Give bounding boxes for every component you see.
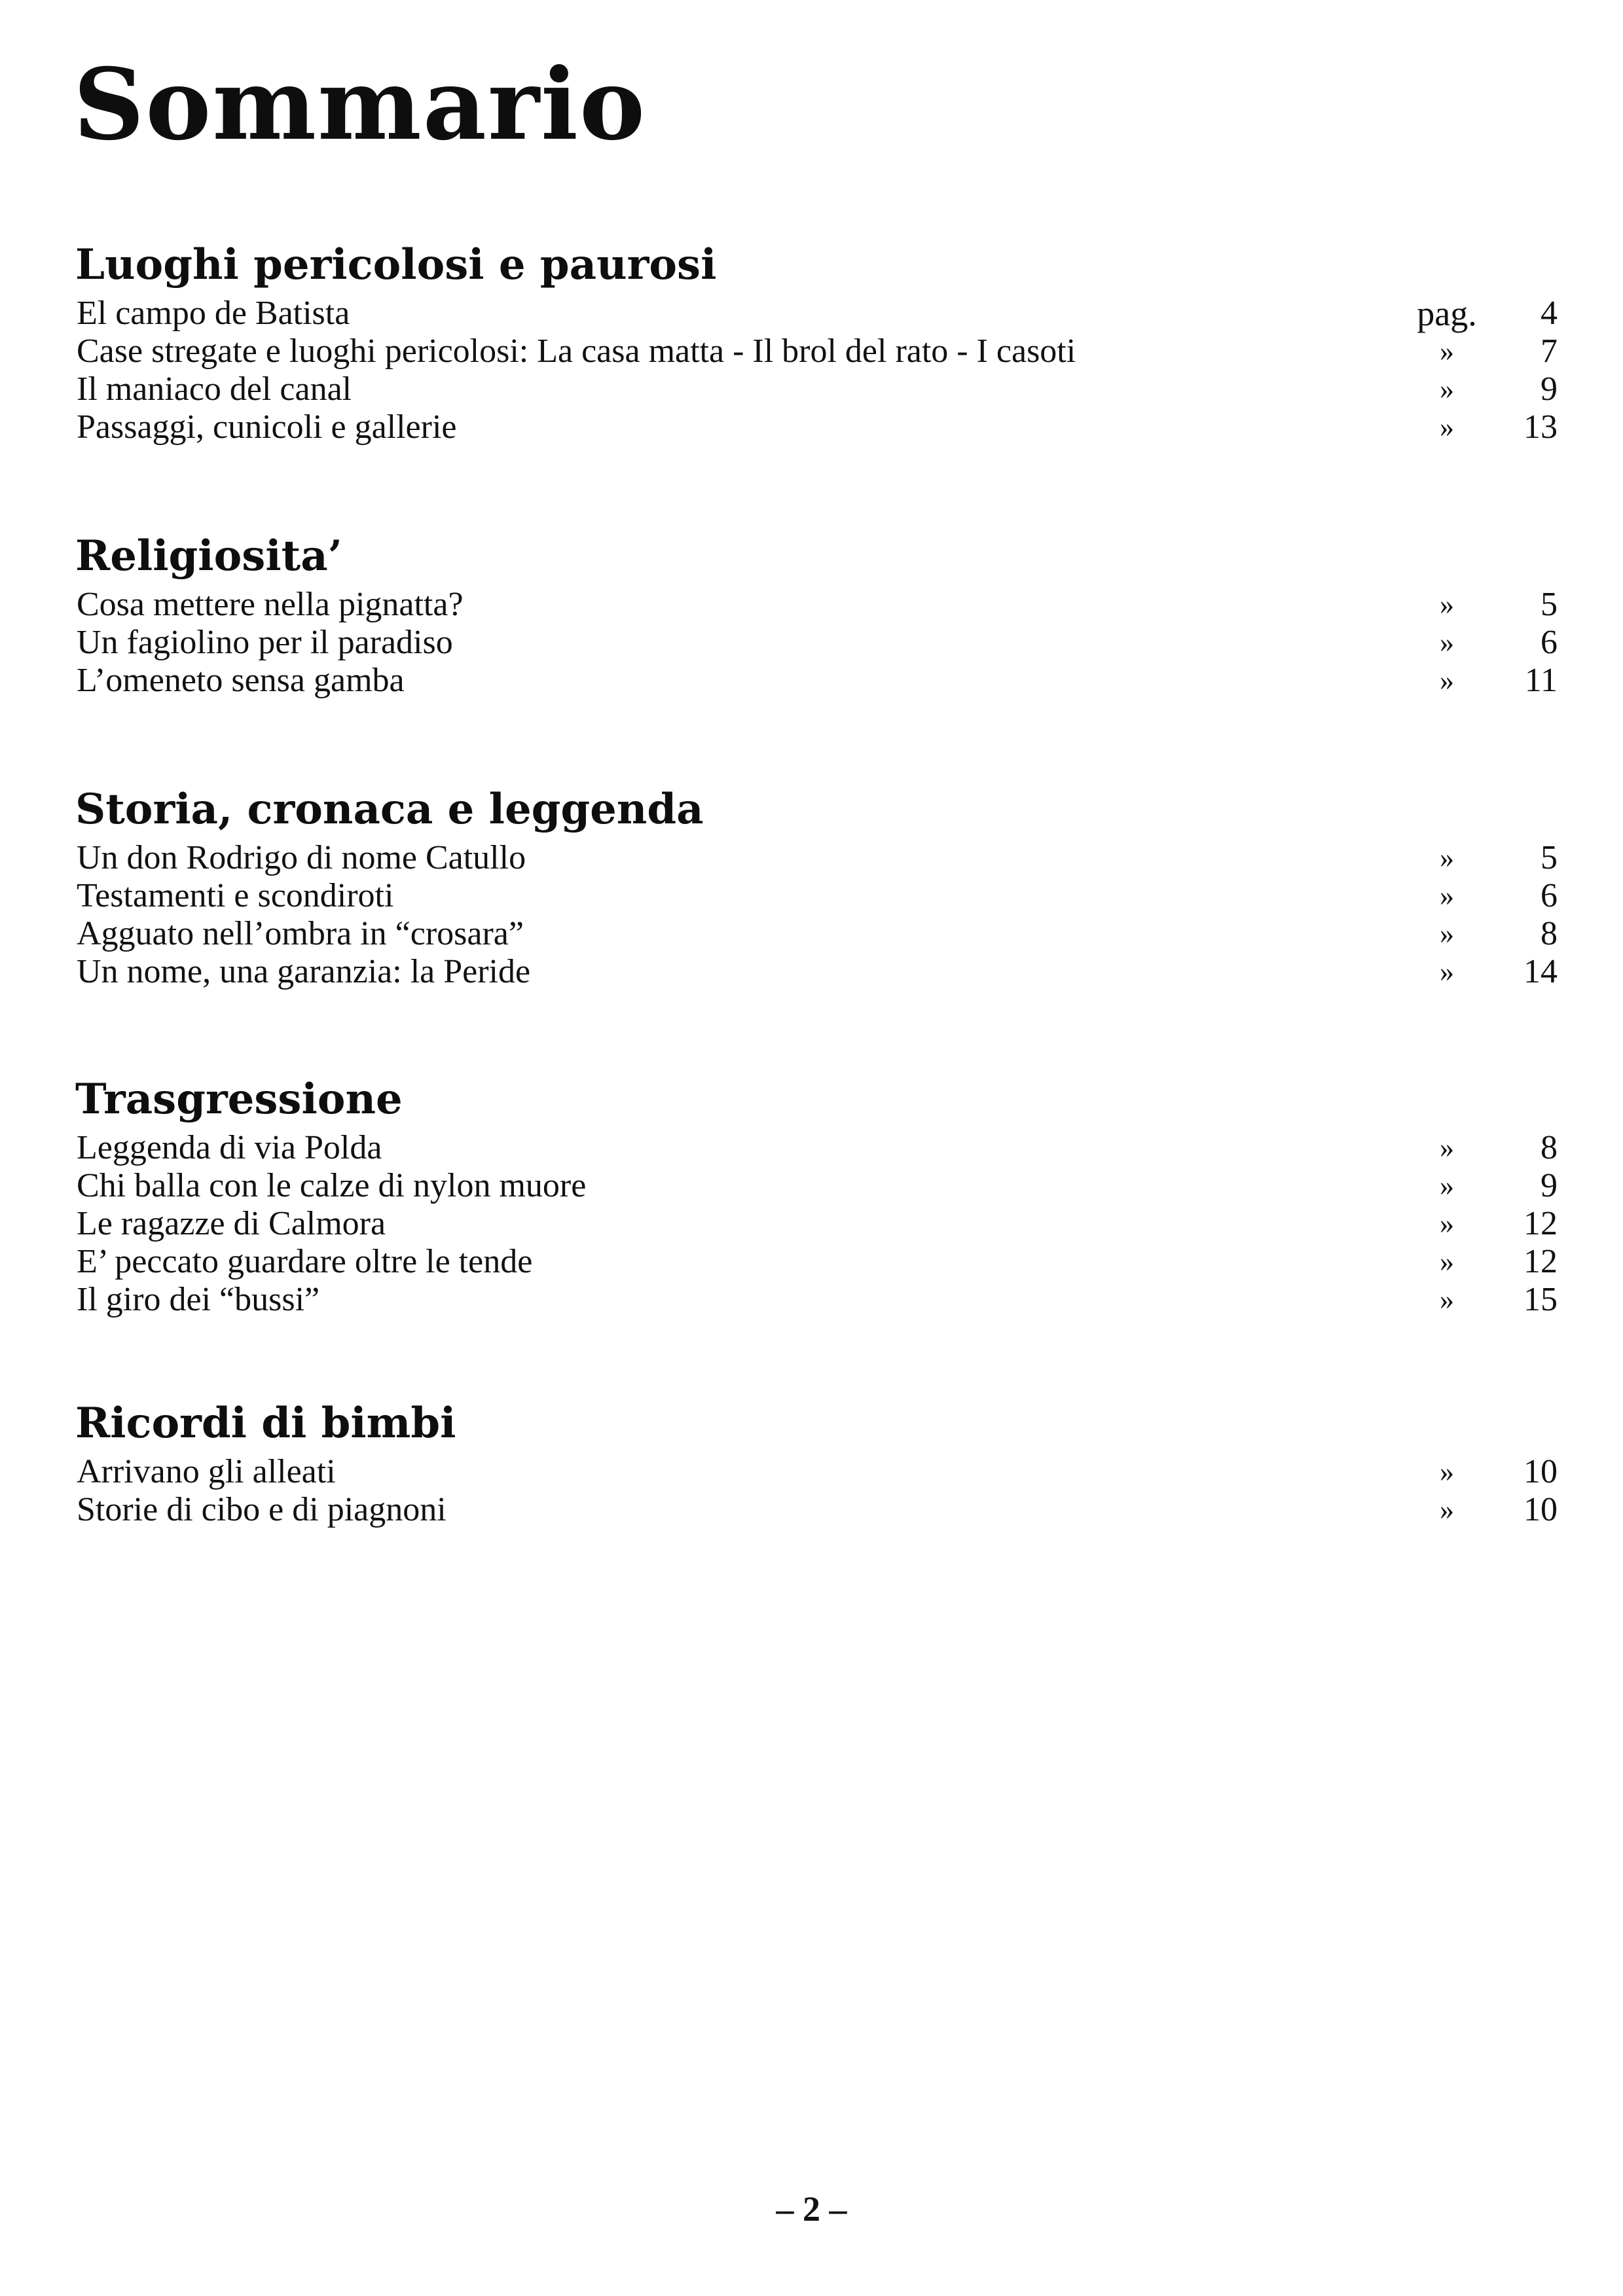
entry-page-number: 11 bbox=[1524, 662, 1558, 699]
entry-title: El campo de Batista bbox=[77, 295, 350, 332]
ditto-mark: » bbox=[1440, 373, 1454, 405]
ditto-mark: » bbox=[1440, 1494, 1454, 1526]
entry-title: Un don Rodrigo di nome Catullo bbox=[77, 839, 526, 876]
entry-page-number: 7 bbox=[1541, 332, 1558, 370]
entry-title: Un fagiolino per il paradiso bbox=[77, 624, 453, 661]
entry-page-number: 8 bbox=[1541, 915, 1558, 952]
toc-entry bbox=[0, 1453, 1623, 1491]
entry-page-number: 13 bbox=[1523, 408, 1558, 446]
entry-page-number: 15 bbox=[1523, 1281, 1558, 1318]
entry-title: Case stregate e luoghi pericolosi: La casa matta - Il brol del rato - I casoti bbox=[77, 332, 1076, 370]
toc-entry bbox=[0, 370, 1623, 408]
entry-title: Storie di cibo e di piagnoni bbox=[77, 1491, 447, 1528]
toc-entry bbox=[0, 295, 1623, 332]
entry-title: L’omeneto sensa gamba bbox=[77, 662, 405, 699]
entry-title: Il giro dei “bussi” bbox=[77, 1281, 320, 1318]
ditto-mark: » bbox=[1440, 588, 1454, 620]
entry-page-number: 10 bbox=[1523, 1491, 1558, 1528]
toc-entry-list bbox=[0, 586, 1623, 700]
section-heading: Ricordi di bimbi bbox=[75, 1399, 456, 1448]
toc-entry bbox=[0, 877, 1623, 915]
toc-entry bbox=[0, 839, 1623, 877]
ditto-mark: » bbox=[1440, 1208, 1454, 1240]
ditto-mark: » bbox=[1440, 664, 1454, 696]
toc-entry bbox=[0, 408, 1623, 446]
toc-entry bbox=[0, 662, 1623, 700]
ditto-mark: » bbox=[1440, 411, 1454, 443]
page-number: – 2 – bbox=[776, 2189, 847, 2229]
entry-page-number: 12 bbox=[1523, 1205, 1558, 1242]
entry-page-number: 9 bbox=[1541, 370, 1558, 408]
entry-title: E’ peccato guardare oltre le tende bbox=[77, 1243, 533, 1280]
section-heading: Luoghi pericolosi e paurosi bbox=[75, 240, 717, 289]
toc-entry-list bbox=[0, 1453, 1623, 1529]
ditto-mark: » bbox=[1440, 626, 1454, 658]
toc-entry-list bbox=[0, 1129, 1623, 1319]
ditto-mark: » bbox=[1440, 1456, 1454, 1488]
toc-entry bbox=[0, 1205, 1623, 1243]
entry-page-number: 8 bbox=[1541, 1129, 1558, 1166]
toc-entry-list bbox=[0, 839, 1623, 991]
toc-entry bbox=[0, 1129, 1623, 1167]
entry-page-number: 4 bbox=[1541, 295, 1558, 332]
entry-title: Testamenti e scondiroti bbox=[77, 877, 394, 914]
entry-title: Passaggi, cunicoli e gallerie bbox=[77, 408, 457, 446]
toc-entry bbox=[0, 332, 1623, 370]
section-heading: Religiosita’ bbox=[75, 531, 342, 581]
toc-entry-list bbox=[0, 295, 1623, 446]
ditto-mark: » bbox=[1440, 918, 1454, 950]
entry-page-number: 6 bbox=[1541, 624, 1558, 661]
entry-title: Leggenda di via Polda bbox=[77, 1129, 382, 1166]
entry-title: Le ragazze di Calmora bbox=[77, 1205, 386, 1242]
entry-title: Arrivano gli alleati bbox=[77, 1453, 336, 1490]
toc-entry bbox=[0, 1281, 1623, 1319]
toc-entry bbox=[0, 953, 1623, 991]
page-title: Sommario bbox=[73, 47, 647, 162]
toc-entry bbox=[0, 1491, 1623, 1529]
ditto-mark: » bbox=[1440, 1132, 1454, 1164]
entry-title: Agguato nell’ombra in “crosara” bbox=[77, 915, 524, 952]
toc-entry bbox=[0, 915, 1623, 953]
section-heading: Storia, cronaca e leggenda bbox=[75, 785, 704, 834]
toc-entry bbox=[0, 1167, 1623, 1205]
entry-title: Chi balla con le calze di nylon muore bbox=[77, 1167, 587, 1204]
entry-page-number: 5 bbox=[1541, 839, 1558, 876]
entry-title: Un nome, una garanzia: la Peride bbox=[77, 953, 531, 990]
section-heading: Trasgressione bbox=[75, 1075, 403, 1124]
entry-page-number: 10 bbox=[1523, 1453, 1558, 1490]
ditto-mark: » bbox=[1440, 1283, 1454, 1316]
ditto-mark: » bbox=[1440, 880, 1454, 912]
ditto-mark: » bbox=[1440, 1170, 1454, 1202]
ditto-mark: » bbox=[1440, 842, 1454, 874]
entry-page-number: 6 bbox=[1541, 877, 1558, 914]
ditto-mark: » bbox=[1440, 335, 1454, 367]
page-label: pag. bbox=[1417, 294, 1477, 333]
ditto-mark: » bbox=[1440, 1246, 1454, 1278]
entry-title: Il maniaco del canal bbox=[77, 370, 352, 408]
entry-page-number: 14 bbox=[1523, 953, 1558, 990]
entry-title: Cosa mettere nella pignatta? bbox=[77, 586, 464, 623]
toc-entry bbox=[0, 624, 1623, 662]
toc-entry bbox=[0, 1243, 1623, 1281]
ditto-mark: » bbox=[1440, 956, 1454, 988]
entry-page-number: 9 bbox=[1541, 1167, 1558, 1204]
toc-entry bbox=[0, 586, 1623, 624]
entry-page-number: 12 bbox=[1523, 1243, 1558, 1280]
entry-page-number: 5 bbox=[1541, 586, 1558, 623]
